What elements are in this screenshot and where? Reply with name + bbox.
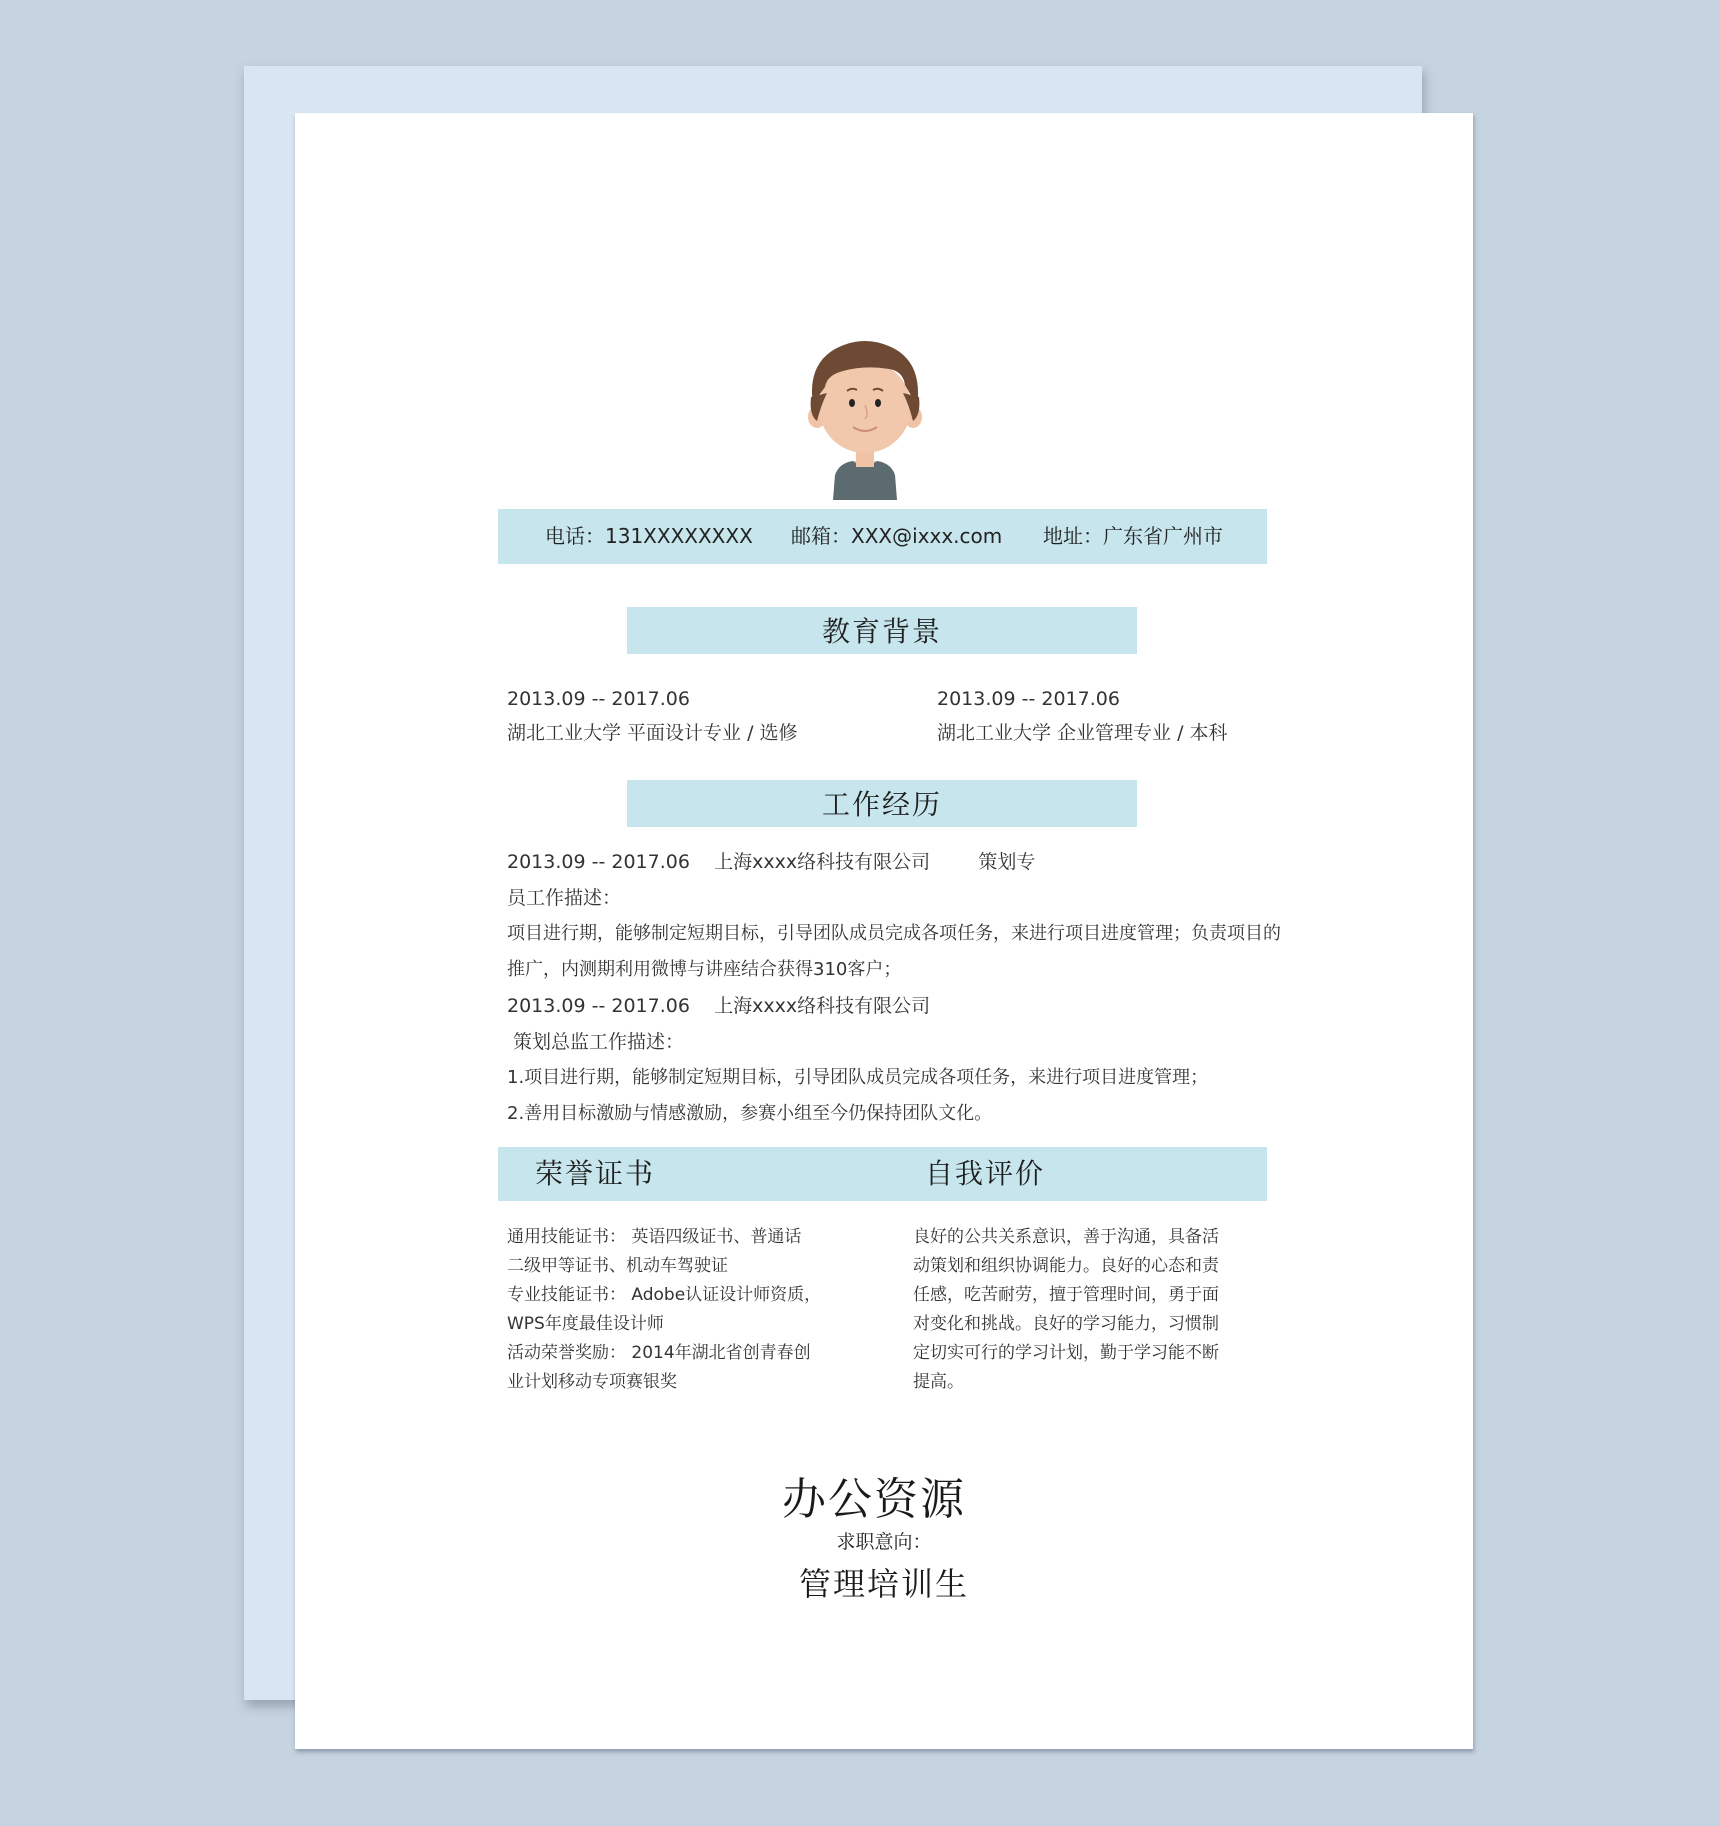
resume-page: [295, 113, 1473, 1749]
avatar-icon: [805, 335, 925, 500]
education-detail-1: 湖北工业大学 平面设计专业 / 选修: [507, 722, 798, 744]
self-eval-line: 提高。: [913, 1372, 964, 1392]
work-line-7: 1.项目进行期，能够制定短期目标，引导团队成员完成各项任务，来进行项目进度管理；: [507, 1067, 1209, 1088]
self-eval-line: 动策划和组织协调能力。良好的心态和责: [913, 1256, 1219, 1276]
honors-line: WPS年度最佳设计师: [507, 1314, 664, 1334]
contact-bar: [498, 509, 1267, 564]
education-period-1: 2013.09 -- 2017.06: [507, 688, 690, 710]
contact-email: 邮箱：XXX@ixxx.com: [791, 524, 1003, 548]
self-eval-line: 定切实可行的学习计划，勤于学习能不断: [913, 1343, 1219, 1363]
self-eval-line: 良好的公共关系意识，善于沟通，具备活: [913, 1227, 1219, 1247]
work-line-5: 2013.09 -- 2017.06 上海xxxx络科技有限公司: [507, 995, 931, 1017]
honors-title: 荣誉证书: [535, 1157, 656, 1190]
education-header: 教育背景: [627, 607, 1137, 654]
work-line-4: 推广，内测期利用微博与讲座结合获得310客户；: [507, 959, 902, 980]
self-eval-text: [913, 1223, 1273, 1397]
self-eval-line: 任感，吃苦耐劳，擅于管理时间，勇于面: [913, 1285, 1219, 1305]
work-line-2: 员工作描述：: [507, 887, 622, 909]
honors-line: 活动荣誉奖励： 2014年湖北省创青春创: [507, 1343, 811, 1363]
resume-name: 办公资源: [782, 1474, 966, 1525]
honors-line: 通用技能证书： 英语四级证书、普通话: [507, 1227, 802, 1247]
self-eval-line: 对变化和挑战。良好的学习能力，习惯制: [913, 1314, 1219, 1334]
honors-list: [507, 1223, 847, 1397]
education-detail-2: 湖北工业大学 企业管理专业 / 本科: [937, 722, 1228, 744]
contact-phone: 电话：131XXXXXXXX: [545, 524, 753, 548]
job-intent-label: 求职意向：: [836, 1531, 932, 1553]
honors-line: 二级甲等证书、机动车驾驶证: [507, 1256, 728, 1276]
work-header: 工作经历: [627, 780, 1137, 827]
work-line-6: 策划总监工作描述：: [507, 1031, 685, 1053]
work-line-3: 项目进行期，能够制定短期目标，引导团队成员完成各项任务，来进行项目进度管理；负责项目的: [507, 923, 1281, 944]
contact-address: 地址：广东省广州市: [1043, 524, 1223, 548]
honors-line: 专业技能证书： Adobe认证设计师资质，: [507, 1285, 822, 1305]
work-line-1: 2013.09 -- 2017.06 上海xxxx络科技有限公司 策划专: [507, 851, 1036, 873]
honors-line: 业计划移动专项赛银奖: [507, 1372, 677, 1392]
work-line-8: 2.善用目标激励与情感激励，参赛小组至今仍保持团队文化。: [507, 1103, 993, 1124]
honors-selfeval-header: [498, 1147, 1267, 1201]
self-eval-title: 自我评价: [925, 1157, 1046, 1190]
job-intent-value: 管理培训生: [798, 1565, 969, 1603]
education-period-2: 2013.09 -- 2017.06: [937, 688, 1120, 710]
